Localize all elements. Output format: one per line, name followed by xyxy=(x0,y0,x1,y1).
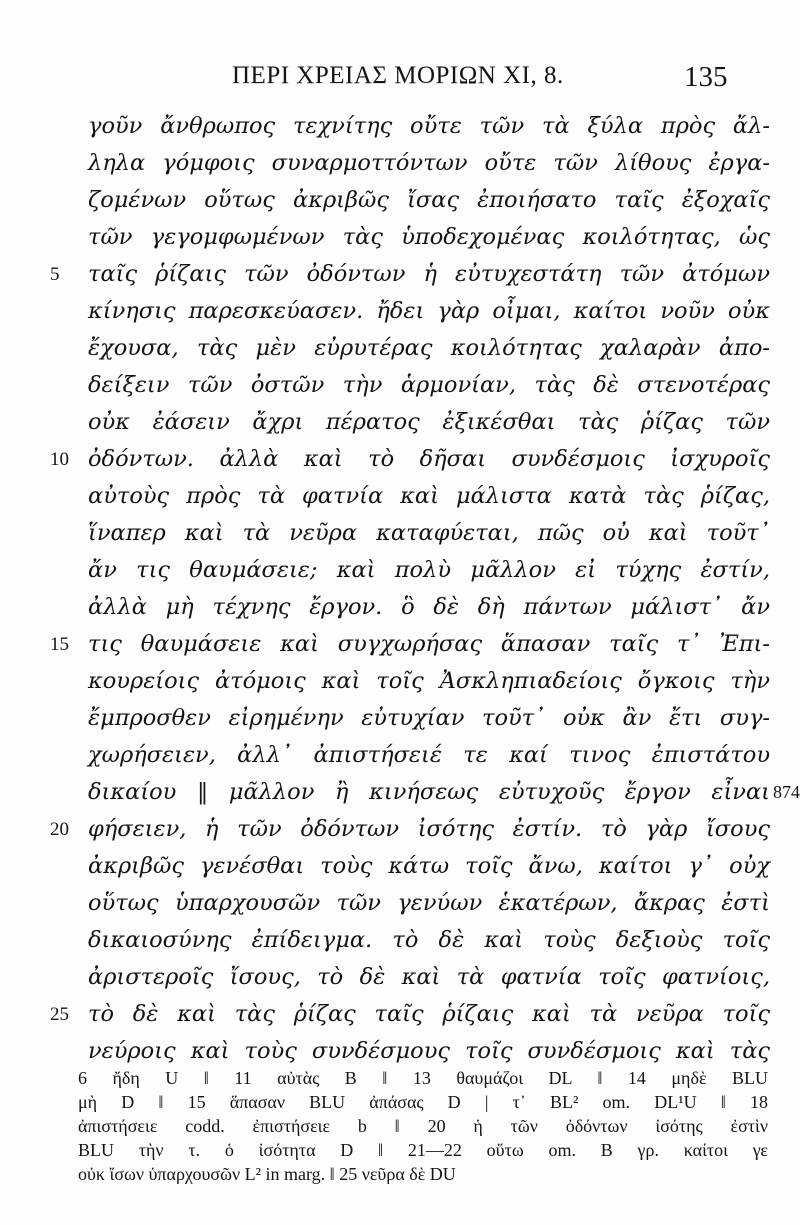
line-text: ἀριστεροῖς ἴσους, τὸ δὲ καὶ τὰ φατνία τοῖς φατνίοις, xyxy=(88,964,770,990)
line-text: νεύροις καὶ τοὺς συνδέσμους τοῖς συνδέσμοις καὶ τὰς xyxy=(88,1038,770,1064)
text-line xyxy=(50,885,770,922)
line-text: ἵναπερ καὶ τὰ νεῦρα καταφύεται, πῶς οὐ καὶ τοῦτ᾽ xyxy=(88,520,770,546)
critical-apparatus xyxy=(78,1066,768,1186)
running-header-title: ΠΕΡΙ ΧΡΕΙΑΣ ΜΟΡΙΩΝ XI, 8. xyxy=(232,62,564,89)
text-line xyxy=(50,922,770,959)
text-line xyxy=(50,478,770,515)
line-text: αὐτοὺς πρὸς τὰ φατνία καὶ μάλιστα κατὰ τὰς ῥίζας, xyxy=(88,483,770,509)
line-number: 15 xyxy=(50,634,69,655)
text-line xyxy=(50,515,770,552)
text-line xyxy=(50,330,770,367)
text-line xyxy=(50,848,770,885)
line-text: γοῦν ἄνθρωπος τεχνίτης οὔτε τῶν τὰ ξύλα πρὸς ἄλ- xyxy=(88,113,770,139)
text-line xyxy=(50,959,770,996)
text-line xyxy=(50,404,770,441)
text-line xyxy=(50,219,770,256)
line-text: ἀκριβῶς γενέσθαι τοὺς κάτω τοῖς ἄνω, καίτοι γ᾽ οὐχ xyxy=(88,853,770,879)
text-line xyxy=(50,589,770,626)
text-line xyxy=(50,108,770,145)
line-text: ἄν τις θαυμάσειε; καὶ πολὺ μᾶλλον εἰ τύχης ἐστίν, xyxy=(88,557,770,583)
line-number: 5 xyxy=(50,264,60,285)
line-text: τὸ δὲ καὶ τὰς ῥίζας ταῖς ῥίζαις καὶ τὰ νεῦρα τοῖς xyxy=(88,1001,770,1027)
line-text: ἔμπροσθεν εἰρημένην εὐτυχίαν τοῦτ᾽ οὐκ ἂν ἔτι συγ- xyxy=(88,705,770,731)
text-line xyxy=(50,737,770,774)
line-text: κουρείοις ἀτόμοις καὶ τοῖς Ἀσκληπιαδείοις ὄγκοις τὴν xyxy=(88,668,770,694)
line-number: 20 xyxy=(50,819,69,840)
line-text: δείξειν τῶν ὀστῶν τὴν ἁρμονίαν, τὰς δὲ στενοτέρας xyxy=(88,372,770,398)
line-text: ταῖς ῥίζαις τῶν ὀδόντων ἡ εὐτυχεστάτη τῶν ἀτόμων xyxy=(88,261,770,287)
apparatus-line: μὴ D ‖ 15 ἅπασαν BLU ἀπάσας D | τ᾽ BL² om. DL¹U ‖ 18 xyxy=(78,1092,768,1112)
line-text: δικαίου ‖ μᾶλλον ἢ κινήσεως εὐτυχοῦς ἔργον εἶναι xyxy=(88,779,770,805)
text-line xyxy=(50,996,770,1033)
apparatus-line: οὐκ ἴσων ὑπαρχουσῶν L² in marg. ‖ 25 νεῦρα δὲ DU xyxy=(78,1164,456,1184)
text-line xyxy=(50,367,770,404)
main-text-block xyxy=(50,108,800,1070)
text-line xyxy=(50,663,770,700)
margin-reference: 874 xyxy=(773,782,800,802)
line-number: 25 xyxy=(50,1004,69,1025)
line-text: τις θαυμάσειε καὶ συγχωρήσας ἅπασαν ταῖς τ᾽ Ἐπι- xyxy=(88,631,770,657)
line-text: φήσειεν, ἡ τῶν ὀδόντων ἰσότης ἐστίν. τὸ γὰρ ἴσους xyxy=(88,816,770,842)
line-text: δικαιοσύνης ἐπίδειγμα. τὸ δὲ καὶ τοὺς δεξιοὺς τοῖς xyxy=(88,927,770,953)
text-line xyxy=(50,182,770,219)
apparatus-line: BLU τὴν τ. ὁ ἰσότητα D ‖ 21—22 οὕτω om. B γρ. καίτοι γε xyxy=(78,1140,768,1160)
apparatus-line: ἀπιστήσειε codd. ἐπιστήσειε b ‖ 20 ἡ τῶν ὀδόντων ἰσότης ἐστὶν xyxy=(78,1116,768,1136)
text-line xyxy=(50,774,800,811)
text-line xyxy=(50,293,770,330)
line-text: χωρήσειεν, ἀλλ᾽ ἀπιστήσειέ τε καί τινος ἐπιστάτου xyxy=(88,742,770,768)
text-line xyxy=(50,626,770,663)
text-line xyxy=(50,700,770,737)
line-text: ἔχουσα, τὰς μὲν εὐρυτέρας κοιλότητας χαλαρὰν ἀπο- xyxy=(88,335,770,361)
line-text: τῶν γεγομφωμένων τὰς ὑποδεχομένας κοιλότητας, ὡς xyxy=(88,224,770,250)
line-text: κίνησις παρεσκεύασεν. ἤδει γὰρ οἶμαι, καίτοι νοῦν οὐκ xyxy=(88,298,770,324)
line-text: οὕτως ὑπαρχουσῶν τῶν γενύων ἑκατέρων, ἄκρας ἐστὶ xyxy=(88,890,770,916)
text-line xyxy=(50,145,770,182)
text-line xyxy=(50,1033,770,1070)
line-number: 10 xyxy=(50,449,69,470)
page-number: 135 xyxy=(684,61,728,93)
text-line xyxy=(50,552,770,589)
line-text: ἀλλὰ μὴ τέχνης ἔργον. ὃ δὲ δὴ πάντων μάλιστ᾽ ἄν xyxy=(88,594,770,620)
apparatus-line: 6 ἤδη U ‖ 11 αὐτὰς B ‖ 13 θαυμάζοι DL ‖ 14 μηδὲ BLU xyxy=(78,1068,768,1088)
line-text: ληλα γόμφοις συναρμοττόντων οὔτε τῶν λίθους ἐργα- xyxy=(88,150,770,176)
text-line xyxy=(50,441,770,478)
text-line xyxy=(50,811,770,848)
line-text: ὀδόντων. ἀλλὰ καὶ τὸ δῆσαι συνδέσμοις ἰσχυροῖς xyxy=(88,446,770,472)
line-text: οὐκ ἐάσειν ἄχρι πέρατος ἐξικέσθαι τὰς ῥίζας τῶν xyxy=(88,409,770,435)
line-text: ζομένων οὕτως ἀκριβῶς ἴσας ἐποιήσατο ταῖς ἐξοχαῖς xyxy=(88,187,770,213)
text-line xyxy=(50,256,770,293)
